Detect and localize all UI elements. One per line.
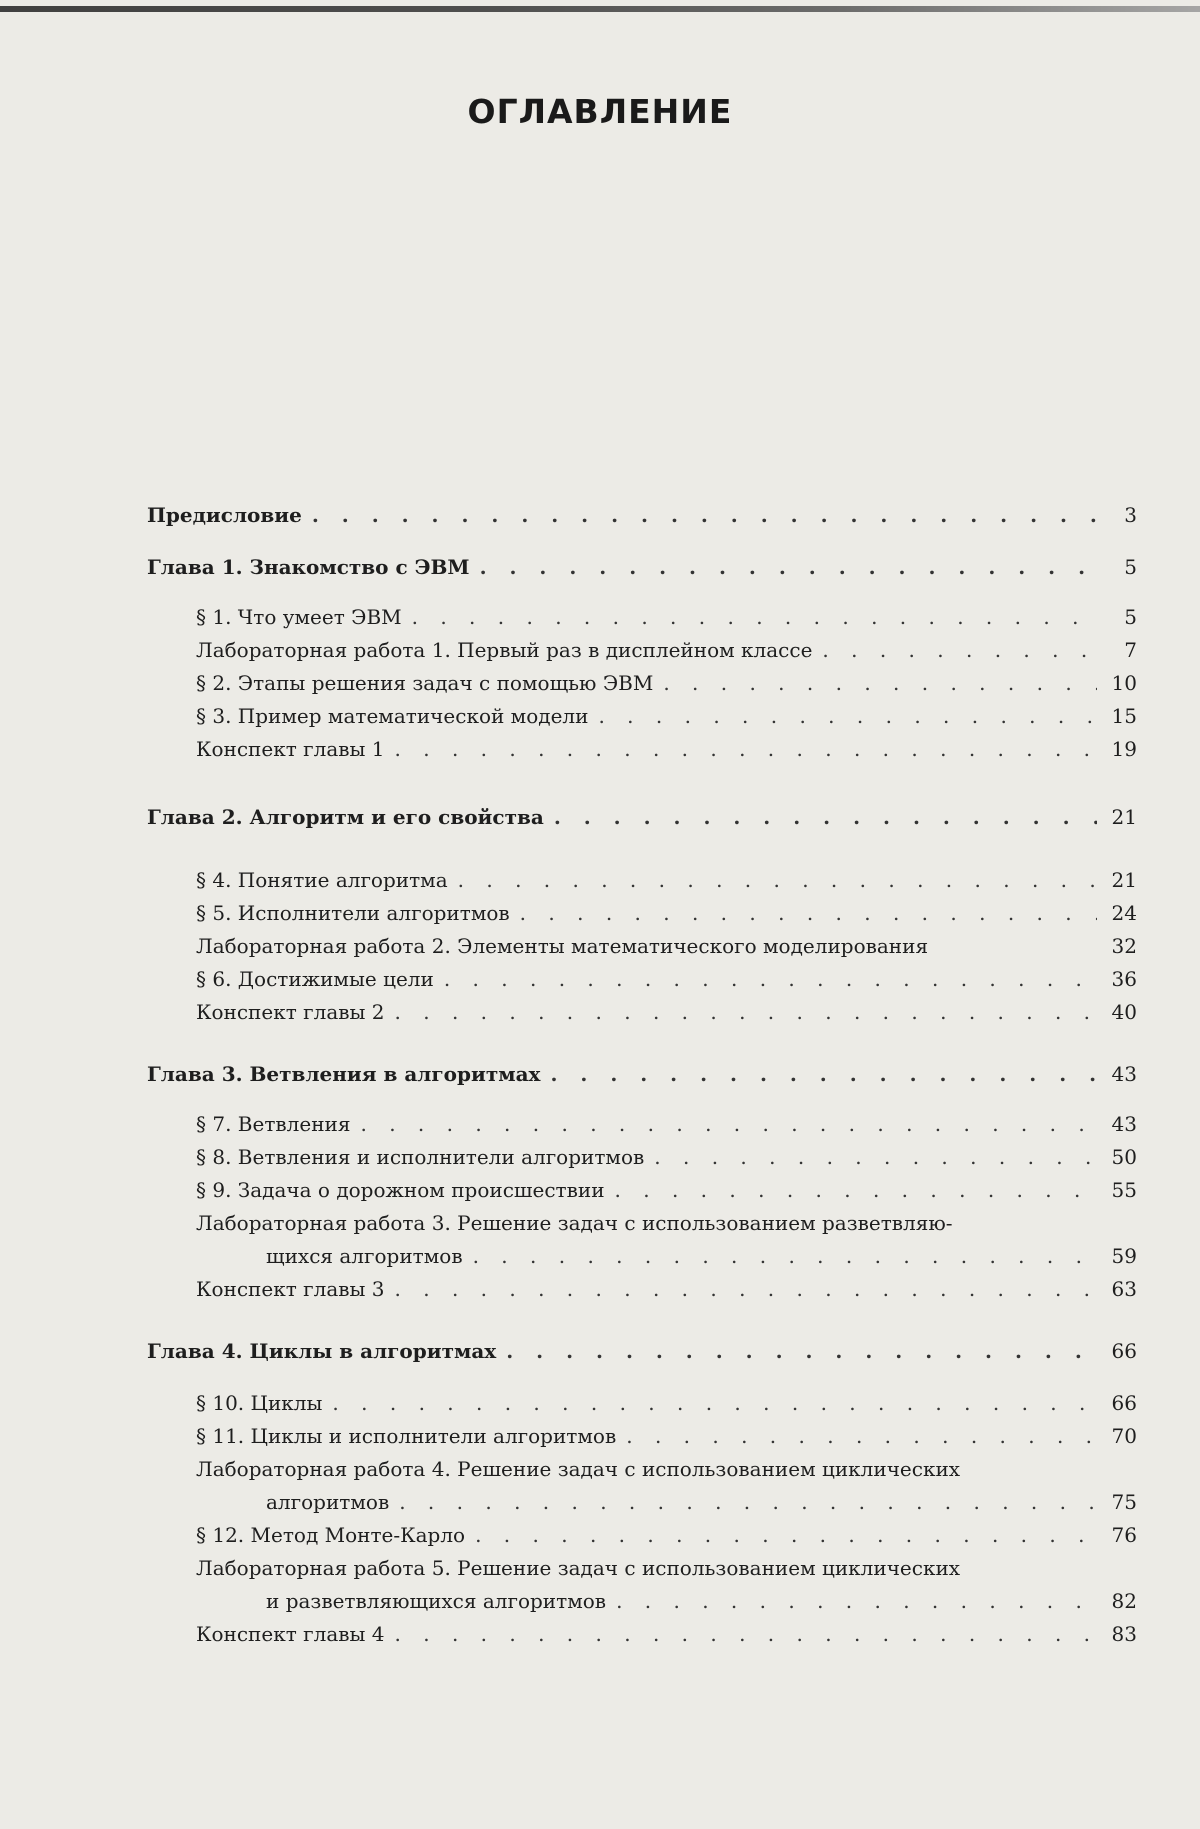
toc-dot-leader [458,863,1097,897]
toc-entry-label: § 12. Метод Монте-Карло [196,1523,466,1547]
toc-page-number: 21 [1111,805,1137,829]
toc-dot-leader [312,498,1097,532]
toc-entry [196,1617,1137,1651]
toc-entry-label: § 3. Пример математической модели [196,704,589,728]
toc-entry [196,929,1137,963]
toc-dot-leader [506,1334,1097,1368]
toc-dot-leader [412,600,1097,634]
toc-dot-leader [473,1239,1097,1273]
toc-entry [196,1107,1137,1141]
toc-entry [196,1518,1137,1552]
toc-entry-label: алгоритмов [266,1490,390,1514]
toc-page-number: 76 [1111,1523,1137,1547]
toc-page-number: 83 [1111,1622,1137,1646]
toc-dot-leader [616,1584,1097,1618]
toc-page-number: 70 [1111,1424,1137,1448]
toc-entry [196,1206,1137,1240]
toc-dot-leader [598,699,1097,733]
toc-dot-leader [520,896,1097,930]
toc-entry [196,1386,1137,1420]
toc-chapter-entry [147,498,1137,532]
toc-entry-label: Глава 3. Ветвления в алгоритмах [147,1062,541,1086]
toc-entry [196,863,1137,897]
toc-chapter-entry [147,550,1137,584]
toc-entry-label: Лабораторная работа 3. Решение задач с использованием разветвляю- [196,1211,953,1235]
toc-entry [266,1485,1137,1519]
toc-entry-label: Конспект главы 2 [196,1000,385,1024]
toc-page-number: 5 [1124,605,1137,629]
toc-chapter-entry [147,800,1137,834]
toc-entry-label: Предисловие [147,503,302,527]
toc-entry-label: § 5. Исполнители алгоритмов [196,901,510,925]
toc-page-number: 43 [1111,1062,1137,1086]
toc-chapter-entry [147,1057,1137,1091]
toc-entry-label: Лабораторная работа 4. Решение задач с использованием циклических [196,1457,961,1481]
toc-entry-label: Глава 2. Алгоритм и его свойства [147,805,544,829]
toc-entry-label: Лабораторная работа 1. Первый раз в дисплейном классе [196,638,813,662]
toc-dot-leader [822,633,1097,667]
toc-dot-leader [399,1485,1097,1519]
toc-entry-label: и разветвляющихся алгоритмов [266,1589,607,1613]
toc-entry-label: Глава 4. Циклы в алгоритмах [147,1339,497,1363]
toc-page-number: 66 [1111,1391,1137,1415]
toc-entry-label: Глава 1. Знакомство с ЭВМ [147,555,470,579]
toc-dot-leader [332,1386,1097,1420]
toc-entry [196,1551,1137,1585]
toc-dot-leader [395,995,1097,1029]
toc-dot-leader [360,1107,1097,1141]
toc-page-number: 63 [1111,1277,1137,1301]
toc-page-number: 10 [1111,671,1137,695]
toc-dot-leader [475,1518,1097,1552]
toc-page-number: 19 [1111,737,1137,761]
toc-page-number: 36 [1111,967,1137,991]
toc-page-number: 40 [1111,1000,1137,1024]
toc-entry-label: § 10. Циклы [196,1391,323,1415]
toc-entry-label: Лабораторная работа 2. Элементы математического моделирования [196,934,929,958]
toc-entry [196,1419,1137,1453]
toc-page-number: 43 [1111,1112,1137,1136]
toc-entry-label: § 4. Понятие алгоритма [196,868,448,892]
toc-page-number: 32 [1111,934,1137,958]
toc-entry-label: Конспект главы 1 [196,737,385,761]
toc-entry [196,962,1137,996]
toc-entry-label: § 8. Ветвления и исполнители алгоритмов [196,1145,645,1169]
toc-entry [266,1239,1137,1273]
toc-dot-leader [395,1272,1097,1306]
toc-page-number: 3 [1124,503,1137,527]
toc-entry-label: § 1. Что умеет ЭВМ [196,605,402,629]
toc-page-number: 5 [1124,555,1137,579]
toc-dot-leader [654,1140,1097,1174]
toc-entry-label: § 6. Достижимые цели [196,967,434,991]
toc-entry [196,1140,1137,1174]
toc-dot-leader [395,732,1097,766]
toc-entry [196,1272,1137,1306]
toc-entry [196,699,1137,733]
toc-dot-leader [554,800,1097,834]
toc-page-number: 24 [1111,901,1137,925]
toc-entry-label: § 9. Задача о дорожном происшествии [196,1178,605,1202]
toc-dot-leader [550,1057,1097,1091]
toc-entry [196,600,1137,634]
toc-dot-leader [480,550,1097,584]
toc-chapter-entry [147,1334,1137,1368]
toc-entry-label: щихся алгоритмов [266,1244,463,1268]
toc-entry-label: Конспект главы 4 [196,1622,385,1646]
toc-entry [196,1452,1137,1486]
toc-page-number: 7 [1124,638,1137,662]
toc-entry [196,896,1137,930]
toc-page-number: 66 [1111,1339,1137,1363]
toc-dot-leader [626,1419,1097,1453]
toc-entry [196,995,1137,1029]
toc-page-number: 82 [1111,1589,1137,1613]
toc-entry-label: Лабораторная работа 5. Решение задач с использованием циклических [196,1556,961,1580]
toc-page-number: 15 [1111,704,1137,728]
toc-entry-label: Конспект главы 3 [196,1277,385,1301]
toc-page-number: 55 [1111,1178,1137,1202]
toc-page-number: 59 [1111,1244,1137,1268]
toc-dot-leader [663,666,1097,700]
toc-entry [196,1173,1137,1207]
toc-entry-label: § 7. Ветвления [196,1112,351,1136]
toc-entry [196,666,1137,700]
toc-dot-leader [395,1617,1097,1651]
toc-entry [266,1584,1137,1618]
toc-page-number: 50 [1111,1145,1137,1169]
toc-entry-label: § 11. Циклы и исполнители алгоритмов [196,1424,617,1448]
toc-dot-leader [444,962,1097,996]
toc-entry [196,732,1137,766]
page-title: ОГЛАВЛЕНИЕ [467,92,733,131]
toc-dot-leader [615,1173,1097,1207]
toc-entry [196,633,1137,667]
toc-entry-label: § 2. Этапы решения задач с помощью ЭВМ [196,671,654,695]
toc-page-number: 21 [1111,868,1137,892]
toc-page-number: 75 [1111,1490,1137,1514]
